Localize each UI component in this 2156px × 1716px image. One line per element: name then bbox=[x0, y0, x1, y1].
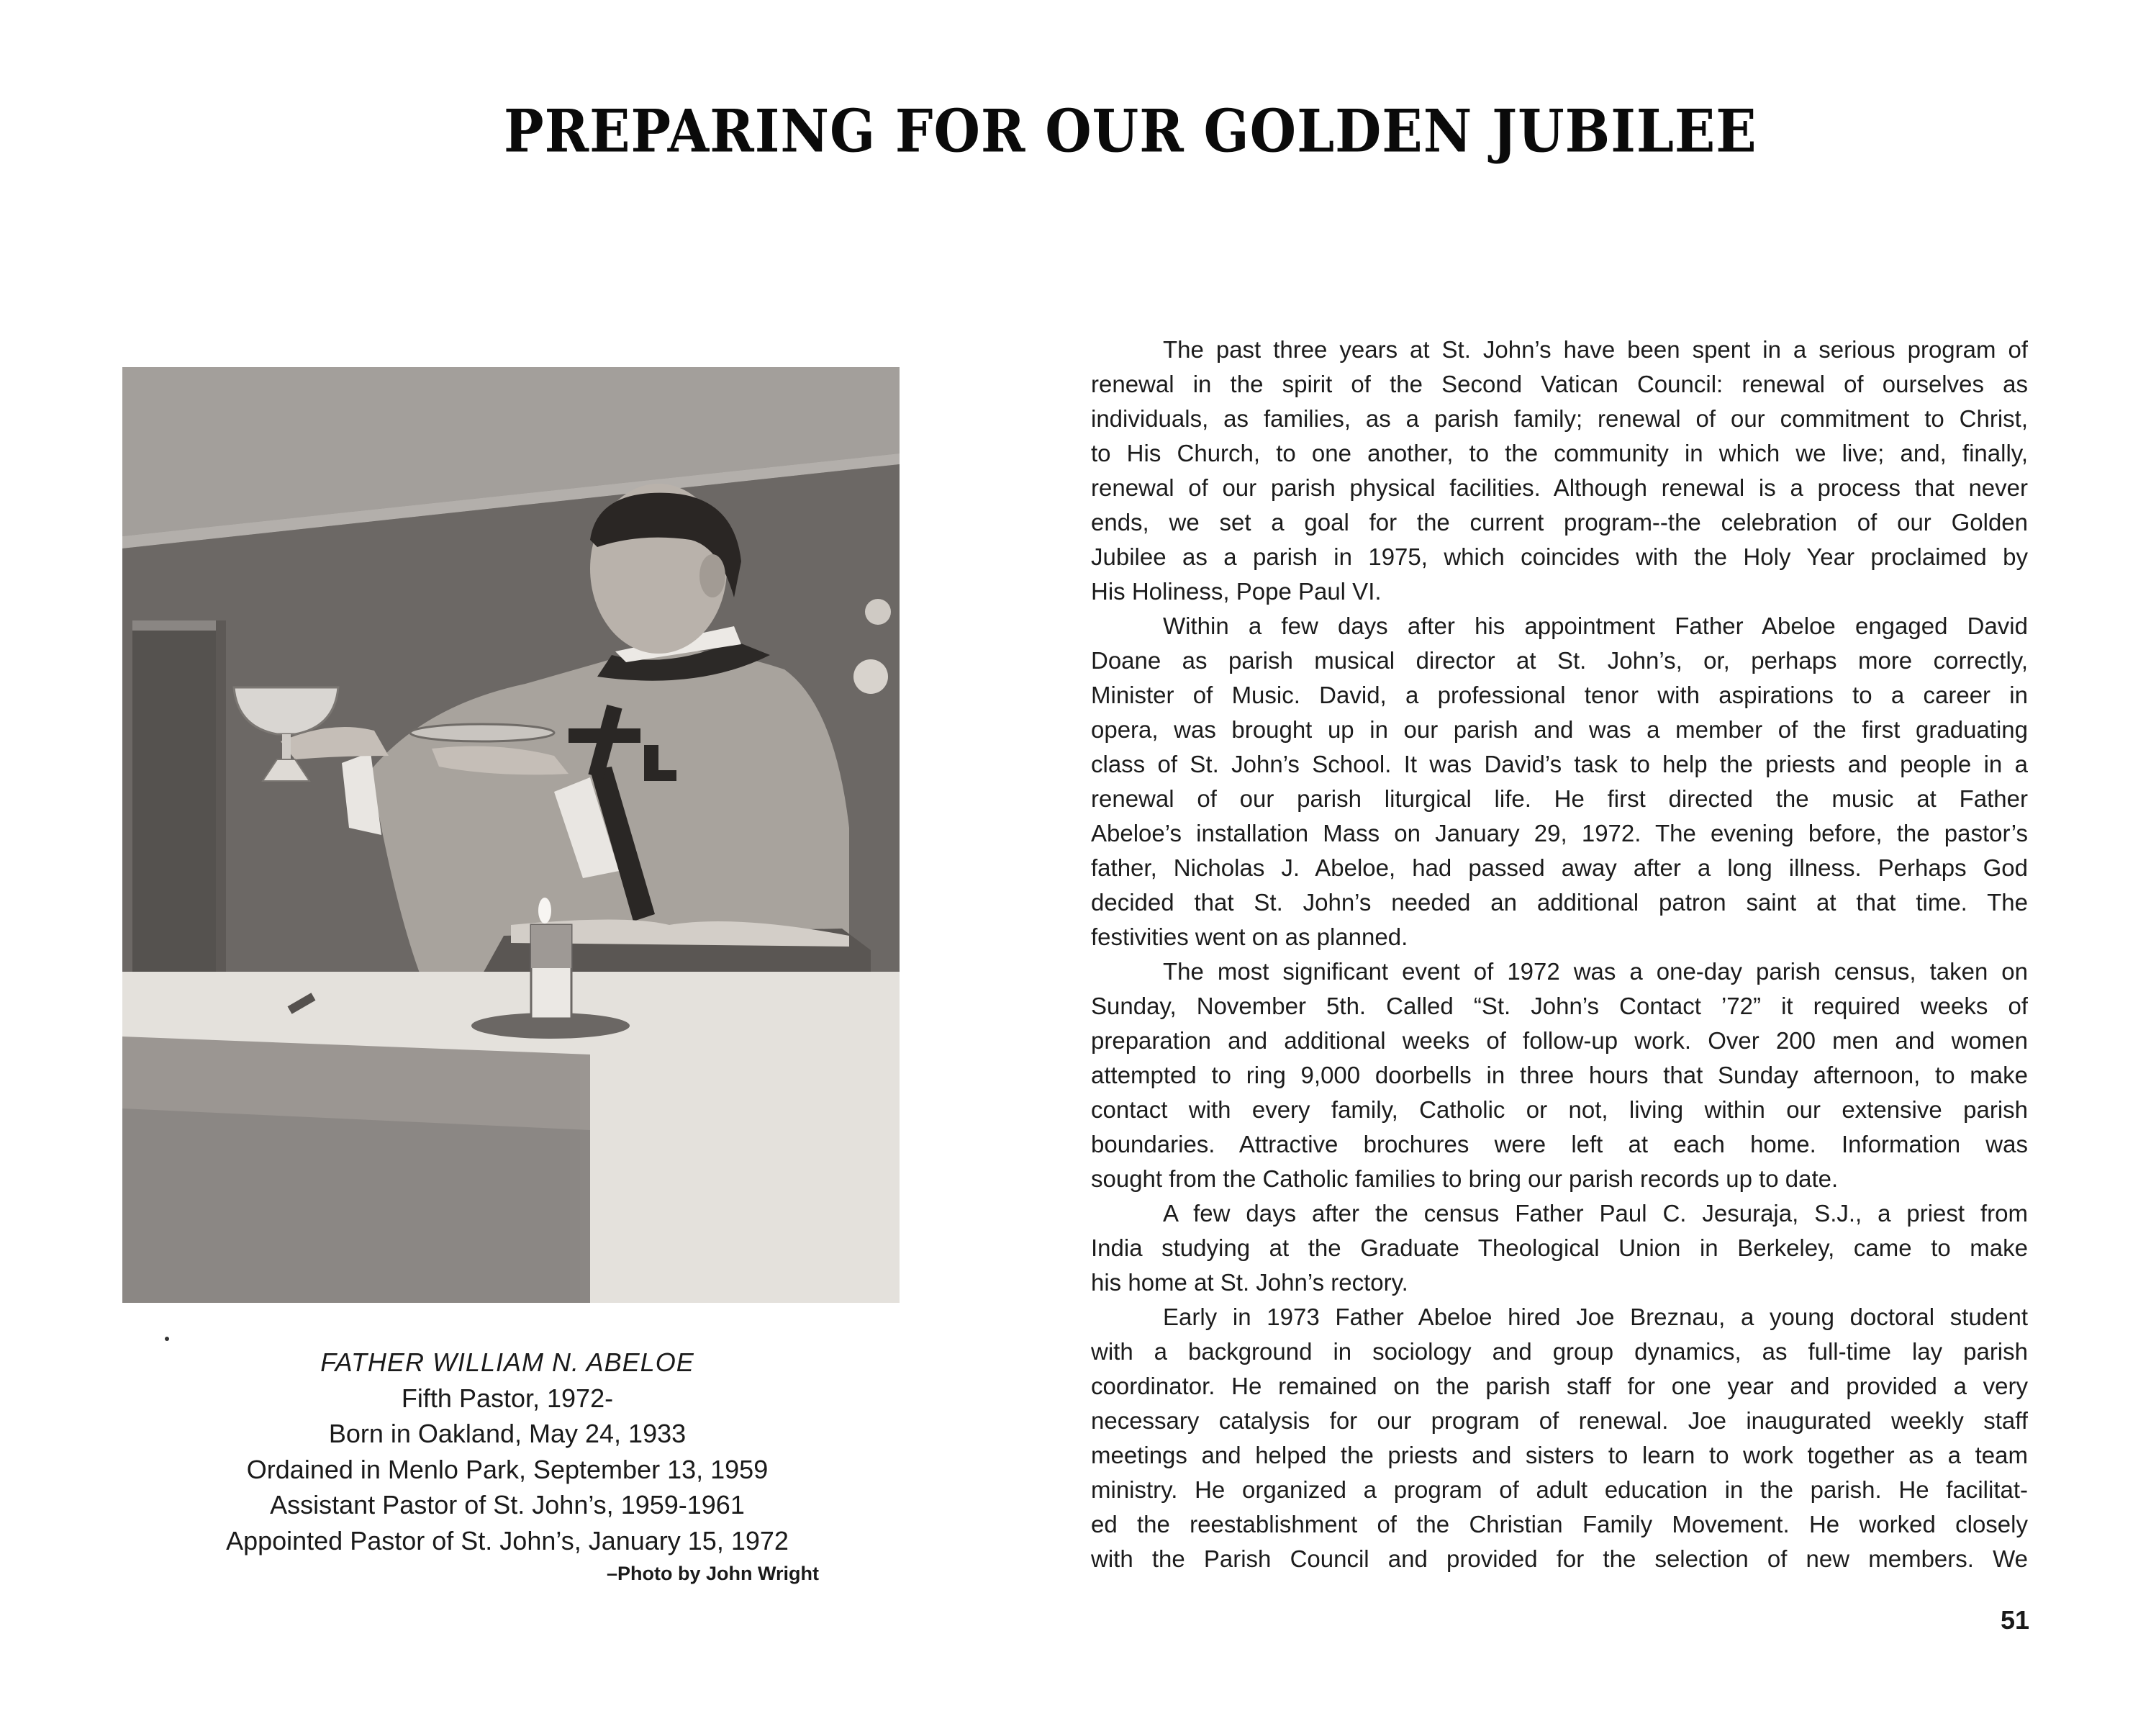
body-line: opera, was brought up in our parish and was a member of the first graduating bbox=[1091, 716, 2028, 743]
body-line: Within a few days after his appointment Father Abeloe engaged David bbox=[1163, 613, 2028, 639]
pastor-photo bbox=[122, 367, 900, 1303]
body-line: contact with every family, Catholic or not, living within our extensive parish bbox=[1091, 1096, 2028, 1123]
body-line: His Holiness, Pope Paul VI. bbox=[1091, 578, 1382, 605]
body-line: with the Parish Council and provided for the selection of new members. We bbox=[1091, 1545, 2028, 1572]
body-line: individuals, as families, as a parish family; renewal of our commitment to Christ, bbox=[1091, 405, 2028, 432]
photo-credit: –Photo by John Wright bbox=[607, 1563, 819, 1584]
body-line: his home at St. John’s rectory. bbox=[1091, 1269, 1408, 1296]
priest-at-altar-image bbox=[122, 367, 900, 1303]
body-line: to His Church, to one another, to the community in which we live; and, finally, bbox=[1091, 440, 2028, 466]
page-title: PREPARING FOR OUR GOLDEN JUBILEE bbox=[504, 97, 1757, 166]
caption-line: Appointed Pastor of St. John’s, January 15, 1972 bbox=[226, 1525, 789, 1555]
cross-horizontal bbox=[569, 728, 640, 743]
body-line: attempted to ring 9,000 doorbells in three hours that Sunday afternoon, to make bbox=[1091, 1062, 2028, 1088]
body-line: sought from the Catholic families to bring our parish records up to date. bbox=[1091, 1165, 1839, 1192]
caption-line: Born in Oakland, May 24, 1933 bbox=[328, 1419, 687, 1448]
body-line: India studying at the Graduate Theological Union in Berkeley, came to make bbox=[1091, 1234, 2028, 1261]
body-line: Sunday, November 5th. Called “St. John’s Contact ’72” it required weeks of bbox=[1091, 993, 2028, 1019]
body-line: ends, we set a goal for the current program--the celebration of our Golden bbox=[1091, 509, 2028, 536]
page-number: 51 bbox=[2000, 1605, 2029, 1635]
caption-line: Fifth Pastor, 1972- bbox=[401, 1383, 614, 1413]
body-line: Minister of Music. David, a professional tenor with aspirations to a career in bbox=[1091, 682, 2028, 708]
body-line: ministry. He organized a program of adult education in the parish. He facilitat- bbox=[1091, 1476, 2028, 1503]
body-line: A few days after the census Father Paul C. Jesuraja, S.J., a priest from bbox=[1163, 1200, 2028, 1227]
caption-line: Ordained in Menlo Park, September 13, 1959 bbox=[246, 1454, 769, 1484]
body-line: with a background in sociology and group dynamics, as full-time lay parish bbox=[1091, 1338, 2028, 1365]
doorway bbox=[132, 631, 216, 980]
body-line: decided that St. John’s needed an additional patron saint at that time. The bbox=[1091, 889, 2028, 916]
body-line: coordinator. He remained on the parish staff for one year and provided a very bbox=[1091, 1373, 2028, 1399]
altar-shadow bbox=[122, 1108, 590, 1303]
print-speck bbox=[165, 1337, 169, 1341]
body-line: renewal of our parish physical facilities. Although renewal is a process that never bbox=[1091, 474, 2028, 501]
body-line: Jubilee as a parish in 1975, which coincides with the Holy Year proclaimed by bbox=[1091, 543, 2028, 570]
paten bbox=[410, 724, 554, 741]
body-line: class of St. John’s School. It was David’s task to help the priests and people in a bbox=[1091, 751, 2028, 777]
caption-name: FATHER WILLIAM N. ABELOE bbox=[320, 1347, 694, 1377]
body-line: ed the reestablishment of the Christian Family Movement. He worked closely bbox=[1091, 1511, 2028, 1537]
body-line: renewal of our parish liturgical life. He first directed the music at Father bbox=[1091, 785, 2028, 812]
door-frame-side bbox=[216, 620, 226, 980]
body-line: boundaries. Attractive brochures were left at each home. Information was bbox=[1091, 1131, 2028, 1157]
body-line: renewal in the spirit of the Second Vatican Council: renewal of ourselves as bbox=[1091, 371, 2028, 397]
candle-flame bbox=[538, 898, 551, 924]
body-line: The most significant event of 1972 was a one-day parish census, taken on bbox=[1163, 958, 2028, 985]
flower bbox=[853, 659, 888, 694]
flower bbox=[865, 599, 891, 625]
candle-sleeve bbox=[531, 925, 571, 968]
caption-line: Assistant Pastor of St. John’s, 1959-1961 bbox=[270, 1490, 745, 1519]
body-line: preparation and additional weeks of follow-up work. Over 200 men and women bbox=[1091, 1027, 2028, 1054]
body-line: The past three years at St. John’s have been spent in a serious program of bbox=[1163, 336, 2028, 363]
priest-ear bbox=[699, 554, 725, 597]
article-body bbox=[1091, 333, 2028, 1576]
body-line: necessary catalysis for our program of renewal. Joe inaugurated weekly staff bbox=[1091, 1407, 2028, 1434]
body-line: Early in 1973 Father Abeloe hired Joe Breznau, a young doctoral student bbox=[1163, 1304, 2028, 1330]
photo-caption bbox=[166, 1345, 849, 1558]
body-line: festivities went on as planned. bbox=[1091, 924, 1408, 950]
body-line: meetings and helped the priests and sisters to learn to work together as a team bbox=[1091, 1442, 2028, 1468]
door-frame-top bbox=[132, 620, 226, 631]
body-line: father, Nicholas J. Abeloe, had passed away after a long illness. Perhaps God bbox=[1091, 854, 2028, 881]
body-line: Doane as parish musical director at St. John’s, or, perhaps more correctly, bbox=[1091, 647, 2028, 674]
body-line: Abeloe’s installation Mass on January 29, 1972. The evening before, the pastor’s bbox=[1091, 820, 2028, 846]
